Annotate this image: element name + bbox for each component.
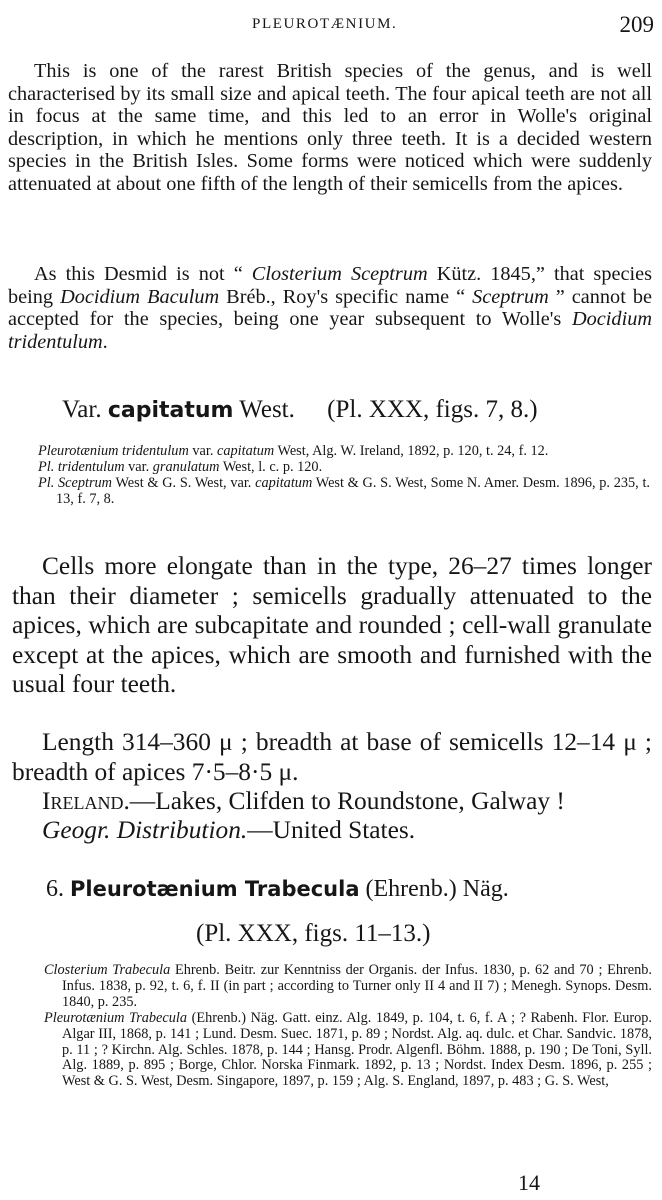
- running-title: PLEUROTÆNIUM.: [252, 16, 398, 32]
- synonym-entry: Pl. Sceptrum West & G. S. West, var. capitatum West & G. S. West, Some N. Amer. Desm. 1896, p. 235, t. 13, f. 7, 8.: [38, 474, 650, 507]
- signature-mark: 14: [518, 1170, 540, 1195]
- species-heading: 6. Pleurotænium Trabecula (Ehrenb.) Näg.: [46, 876, 509, 902]
- species-synonymy: [44, 963, 652, 1090]
- variety-name: capitatum: [107, 398, 234, 423]
- variety-distribution: Geogr. Distribution.—United States.: [42, 816, 416, 844]
- discussion-paragraph: This is one of the rarest British species of the genus, and is well characterised by its small size and apical teeth. The four apical teeth are not all in focus at the same time, and this led to an error in Wolle's original description, in which he mentions only three teeth. It is a decided western species in the British Isles. Some forms were noticed which were suddenly attenuated at about one fifth of the length of their semicells from the apices.: [8, 60, 652, 195]
- nomenclature-paragraph: As this Desmid is not “ Closterium Sceptrum Kütz. 1845,” that species being Docidium Baculum Bréb., Roy's specific name “ Sceptrum ” cannot be accepted for the species, being one year subsequent to Wolle's Docidium tridentulum.: [8, 263, 653, 353]
- species-name: Pleurotænium Trabecula: [70, 877, 360, 901]
- species-plate-ref: (Pl. XXX, figs. 11–13.): [196, 920, 431, 947]
- synonym-entry: Closterium Trabecula Ehrenb. Beitr. zur Kenntniss der Organis. der Infus. 1830, p. 62 and 70 ; Ehrenb. Infus. 1838, p. 92, t. 6, f. II (in part ; according to Turner only II 4 and II 7) ; Menegh. Synops. Desm. 1840, p. 235.: [44, 962, 653, 1010]
- variety-synonymy: [38, 444, 650, 508]
- variety-heading: Var. capitatum West. (Pl. XXX, figs. 7, 8.): [62, 396, 538, 423]
- synonym-entry: Pleurotænium Trabecula (Ehrenb.) Näg. Gatt. einz. Alg. 1849, p. 104, t. 6, f. A ; ? Rabenh. Flor. Europ. Algar III, 1868, p. 141 ; Lund. Desm. Suec. 1871, p. 89 ; Nordst. Alg. aq. dulc. et Char. Sandvic. 1878, p. 11 ; ? Kirchn. Alg. Schles. 1878, p. 144 ; Hansg. Prodr. Algenfl. Böhm. 1888, p. 190 ; De Toni, Syll. Alg. 1889, p. 895 ; Borge, Chlor. Norska Finmark. 1892, p. 13 ; Nordst. Index Desm. 1896, p. 255 ; West & G. S. West, Desm. Singapore, 1897, p. 159 ; Alg. S. England, 1897, p. 483 ; G. S. West,: [44, 1009, 652, 1090]
- synonym-entry: Pleurotænium tridentulum var. capitatum West, Alg. W. Ireland, 1892, p. 120, t. 24, f. 12.: [38, 443, 549, 459]
- variety-description: Cells more elongate than in the type, 26–27 times longer than their diameter ; semicells gradually attenuated to the apices, which are subcapitate and rounded ; cell-wall granulate except at the apices, which are smooth and furnished with the usual four teeth.: [12, 552, 652, 698]
- running-head: [0, 10, 662, 40]
- variety-dimensions: Length 314–360 μ ; breadth at base of semicells 12–14 μ ; breadth of apices 7·5–8·5 μ.: [12, 728, 652, 786]
- variety-locality: Ireland.—Lakes, Clifden to Roundstone, Galway !: [42, 787, 565, 815]
- variety-plate-ref: (Pl. XXX, figs. 7, 8.): [327, 396, 538, 423]
- synonym-entry: Pl. tridentulum var. granulatum West, l. c. p. 120.: [38, 458, 323, 475]
- page-number: 209: [619, 12, 654, 37]
